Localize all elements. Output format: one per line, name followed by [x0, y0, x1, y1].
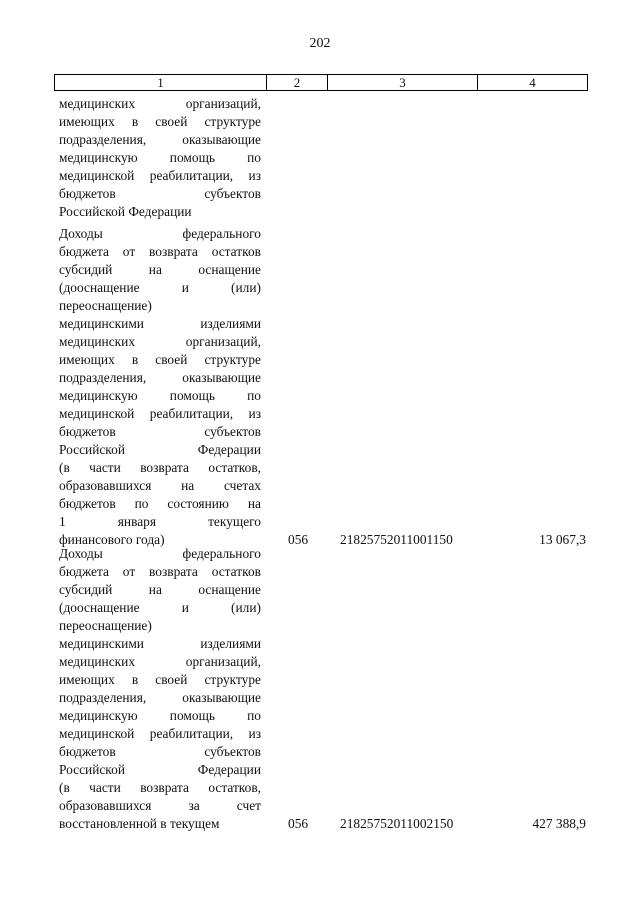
- description-line: субсидий на оснащение: [59, 262, 261, 277]
- header-col-2: 2: [266, 75, 327, 90]
- description-line: медицинской реабилитации, из: [59, 406, 261, 421]
- row-code: 056: [288, 816, 309, 831]
- header-col-3: 3: [327, 75, 477, 90]
- description-line: медицинских организаций,: [59, 96, 261, 111]
- description-line: бюджета от возврата остатков: [59, 244, 261, 259]
- description-line: медицинской реабилитации, из: [59, 726, 261, 741]
- row-amount: 427 388,9: [532, 816, 586, 831]
- description-line: бюджетов субъектов: [59, 744, 261, 759]
- description-line: переоснащение): [59, 618, 152, 633]
- description-line: бюджетов по состоянию на: [59, 496, 261, 511]
- row-description: [59, 545, 261, 833]
- description-line: (дооснащение и (или): [59, 280, 261, 295]
- description-line: образовавшихся на счетах: [59, 478, 261, 493]
- description-line: медицинской реабилитации, из: [59, 168, 261, 183]
- row-kbk: 21825752011002150: [340, 816, 454, 831]
- row-code: 056: [288, 532, 309, 547]
- description-line: бюджета от возврата остатков: [59, 564, 261, 579]
- description-line: (дооснащение и (или): [59, 600, 261, 615]
- description-line: образовавшихся за счет: [59, 798, 261, 813]
- description-line: Российской Федерации: [59, 204, 192, 219]
- description-line: финансового года): [59, 532, 165, 547]
- description-line: подразделения, оказывающие: [59, 370, 261, 385]
- description-line: 1 января текущего: [59, 514, 261, 529]
- description-line: бюджетов субъектов: [59, 424, 261, 439]
- table-header-row: [54, 74, 588, 91]
- description-line: медицинских организаций,: [59, 654, 261, 669]
- description-line: подразделения, оказывающие: [59, 690, 261, 705]
- description-line: переоснащение): [59, 298, 152, 313]
- row-amount: 13 067,3: [539, 532, 586, 547]
- description-line: Доходы федерального: [59, 546, 261, 561]
- description-line: подразделения, оказывающие: [59, 132, 261, 147]
- row-kbk: 21825752011001150: [340, 532, 453, 547]
- description-line: субсидий на оснащение: [59, 582, 261, 597]
- header-col-4: 4: [477, 75, 587, 90]
- description-line: медицинскую помощь по: [59, 388, 261, 403]
- row-description: [59, 95, 261, 221]
- description-line: медицинских организаций,: [59, 334, 261, 349]
- description-line: Доходы федерального: [59, 226, 261, 241]
- description-line: медицинскими изделиями: [59, 316, 261, 331]
- description-line: имеющих в своей структуре: [59, 114, 261, 129]
- row-description: [59, 225, 261, 549]
- description-line: имеющих в своей структуре: [59, 352, 261, 367]
- description-line: (в части возврата остатков,: [59, 780, 261, 795]
- description-line: восстановленной в текущем: [59, 816, 220, 831]
- description-line: бюджетов субъектов: [59, 186, 261, 201]
- description-line: Российской Федерации: [59, 442, 261, 457]
- description-line: (в части возврата остатков,: [59, 460, 261, 475]
- description-line: медицинскими изделиями: [59, 636, 261, 651]
- description-line: медицинскую помощь по: [59, 150, 261, 165]
- description-line: Российской Федерации: [59, 762, 261, 777]
- page-number: 202: [309, 36, 331, 51]
- description-line: имеющих в своей структуре: [59, 672, 261, 687]
- description-line: медицинскую помощь по: [59, 708, 261, 723]
- header-col-1: 1: [157, 75, 164, 90]
